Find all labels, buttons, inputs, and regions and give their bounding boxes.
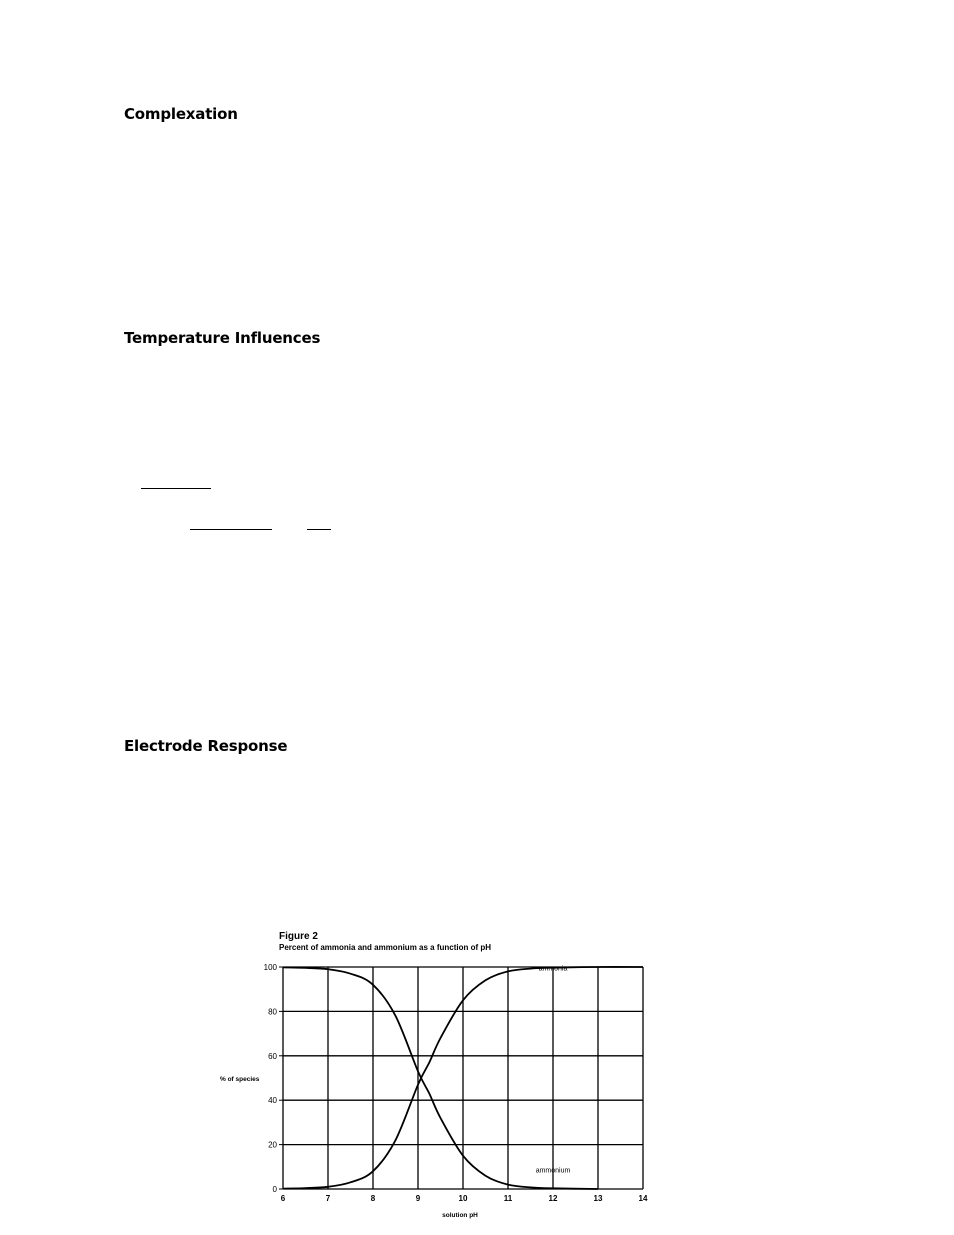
y-axis-label: % of species [220,1076,260,1083]
series-line-ammonium [283,967,598,1189]
heading-electrode-response: Electrode Response [124,737,288,755]
ammonia-ammonium-chart [210,922,660,1227]
series-label-ammonia: ammonia [538,965,568,973]
x-tick-label: 14 [638,1194,648,1203]
heading-complexation: Complexation [124,105,238,123]
series-label-ammonium: ammonium [535,1167,571,1175]
y-tick-label: 40 [268,1096,277,1106]
x-tick-label: 13 [593,1194,603,1203]
figure-2 [210,922,660,1227]
x-tick-label: 10 [458,1194,468,1203]
figure-caption: Percent of ammonia and ammonium as a function of pH [279,943,492,952]
x-tick-label: 8 [370,1194,376,1203]
fraction-line-1 [141,488,211,489]
y-tick-label: 20 [268,1140,277,1150]
y-tick-label: 100 [263,963,277,972]
y-tick-label: 80 [268,1007,277,1017]
fraction-line-2 [190,529,272,530]
chart-labels [536,965,571,1188]
fraction-line-3 [307,529,331,530]
x-tick-label: 6 [280,1194,286,1203]
y-tick-label: 60 [268,1051,277,1061]
heading-temperature-influences: Temperature Influences [124,329,321,347]
x-tick-label: 9 [415,1194,421,1203]
figure-number: Figure 2 [279,931,318,942]
y-tick-label: 0 [272,1185,277,1194]
x-tick-label: 7 [325,1194,331,1203]
x-axis-label: solution pH [442,1212,478,1219]
chart-ticks [264,963,648,1203]
x-tick-label: 11 [503,1194,513,1203]
x-tick-label: 12 [548,1194,558,1203]
